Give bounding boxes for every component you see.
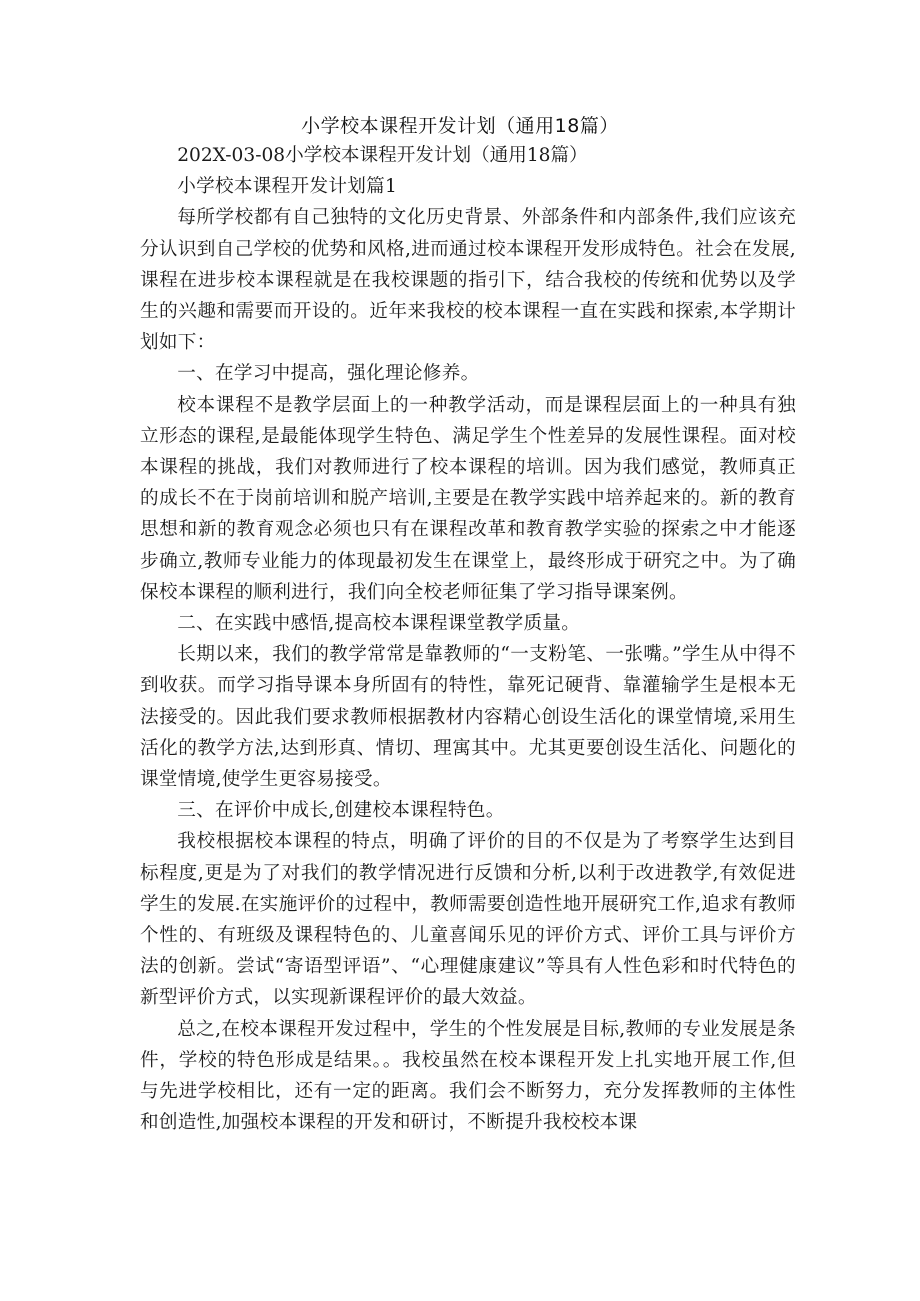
paragraph-intro: 每所学校都有自己独特的文化历史背景、外部条件和内部条件,我们应该充分认识到自己学校的优势和风格,进而通过校本课程开发形成特色。社会在发展,课程在进步校本课程就是在我校课题的指引下，结合我校的传统和优势以及学生的兴趣和需要而开设的。近年来我校的校本课程一直在实践和探索,本学期计划如下： bbox=[140, 207, 796, 354]
paragraph-summary: 总之,在校本课程开发过程中，学生的个性发展是目标,教师的专业发展是条件，学校的特色形成是结果。。我校虽然在校本课程开发上扎实地开展工作,但与先进学校相比，还有一定的距离。我们会不断努力，充分发挥教师的主体性和创造性,加强校本课程的开发和研讨，不断提升我校校本课 bbox=[140, 1018, 796, 1134]
paragraph-part-two: 长期以来，我们的教学常常是靠教师的“一支粉笔、一张嘴。”学生从中得不到收获。而学习指导课本身所固有的特性，靠死记硬背、靠灌输学生是根本无法接受的。因此我们要求教师根据教材内容精心创设生活化的课堂情境,采用生活化的教学方法,达到形真、情切、理寓其中。尤其更要创设生活化、问题化的课堂情境,使学生更容易接受。 bbox=[140, 644, 796, 791]
paragraph-part-three: 我校根据校本课程的特点，明确了评价的目的不仅是为了考察学生达到目标程度,更是为了对我们的教学情况进行反馈和分析,以利于改进教学,有效促进学生的发展.在实施评价的过程中，教师需要创造性地开展研究工作,追求有教师个性的、有班级及课程特色的、儿童喜闻乐见的评价方式、评价工具与评价方法的创新。尝试“寄语型评语”、“心理健康建议”等具有人性色彩和时代特色的新型评价方式，以实现新课程评价的最大效益。 bbox=[140, 831, 796, 1009]
paragraph-part-one: 校本课程不是教学层面上的一种教学活动，而是课程层面上的一种具有独立形态的课程,是最能体现学生特色、满足学生个性差异的发展性课程。面对校本课程的挑战，我们对教师进行了校本课程的培训。因为我们感觉，教师真正的成长不在于岗前培训和脱产培训,主要是在教学实践中培养起来的。新的教育思想和新的教育观念必须也只有在课程改革和教育教学实验的探索之中才能逐步确立,教师专业能力的体现最初发生在课堂上，最终形成于研究之中。为了确保校本课程的顺利进行，我们向全校老师征集了学习指导课案例。 bbox=[140, 394, 796, 603]
section-heading: 小学校本课程开发计划篇1 bbox=[177, 176, 398, 198]
document-title: 小学校本课程开发计划（通用18篇） bbox=[301, 115, 619, 137]
heading-part-one: 一、在学习中提高，强化理论修养。 bbox=[177, 363, 480, 385]
heading-part-three: 三、在评价中成长,创建校本课程特色。 bbox=[177, 800, 505, 822]
heading-part-two: 二、在实践中感悟,提高校本课程课堂教学质量。 bbox=[177, 613, 581, 635]
document-body bbox=[140, 140, 796, 1139]
document-date-line: 202X-03-08小学校本课程开发计划（通用18篇） bbox=[177, 145, 588, 166]
